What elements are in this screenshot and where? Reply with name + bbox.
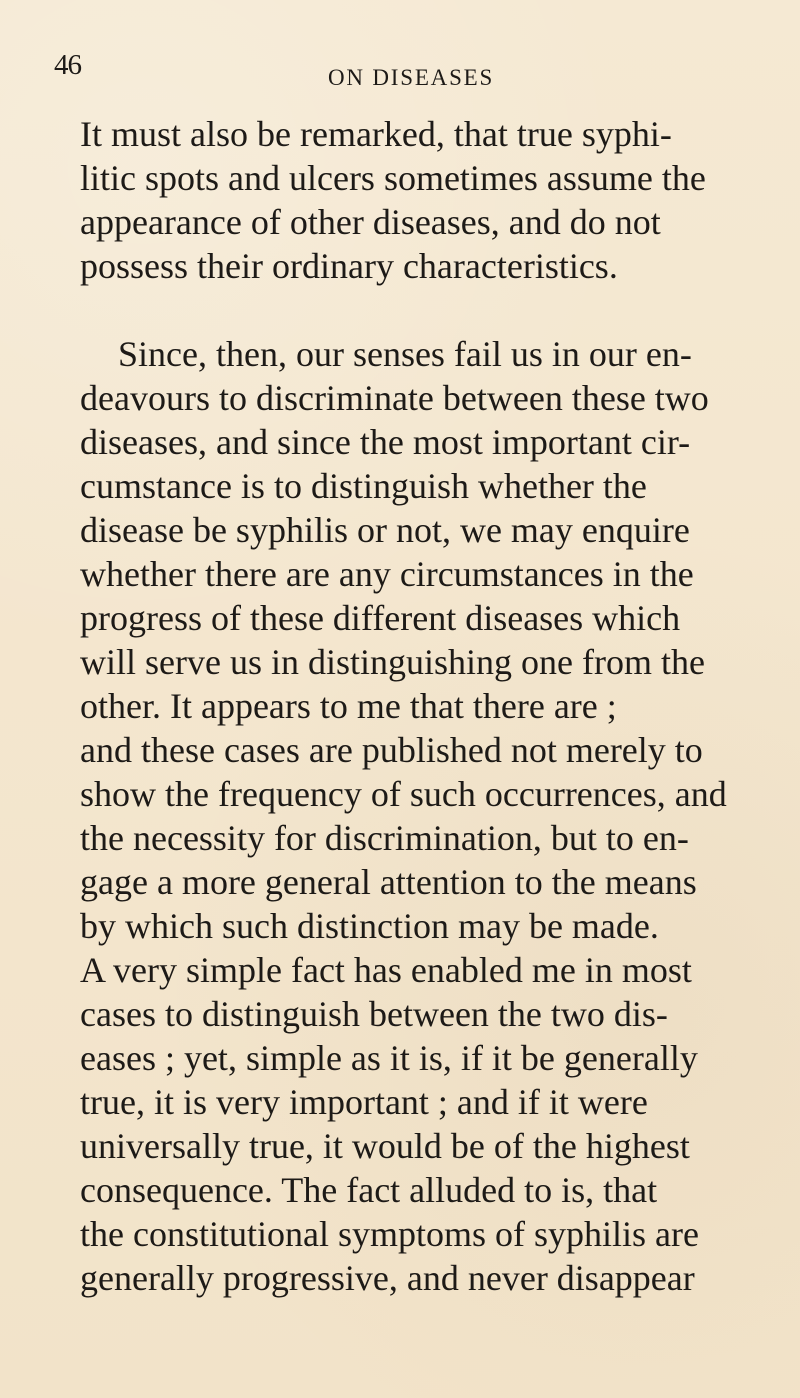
text-line: by which such distinction may be made. xyxy=(80,906,659,946)
text-line: and these cases are published not merely to xyxy=(80,730,703,770)
text-line: diseases, and since the most important cir- xyxy=(80,422,691,462)
text-line: other. It appears to me that there are ; xyxy=(80,686,617,726)
text-line: cases to distinguish between the two dis- xyxy=(80,994,668,1034)
text-line: litic spots and ulcers sometimes assume the xyxy=(80,158,706,198)
page-number: 46 xyxy=(54,49,81,81)
text-line: It must also be remarked, that true syphi- xyxy=(80,114,672,154)
text-line: true, it is very important ; and if it were xyxy=(80,1082,648,1122)
text-line: possess their ordinary characteristics. xyxy=(80,246,618,286)
text-line: the constitutional symptoms of syphilis are xyxy=(80,1214,699,1254)
text-line: Since, then, our senses fail us in our en- xyxy=(118,334,692,374)
text-line: universally true, it would be of the highest xyxy=(80,1126,690,1166)
text-line: disease be syphilis or not, we may enquire xyxy=(80,510,690,550)
text-line: cumstance is to distinguish whether the xyxy=(80,466,647,506)
text-line: gage a more general attention to the means xyxy=(80,862,697,902)
text-line: appearance of other diseases, and do not xyxy=(80,202,661,242)
text-line: whether there are any circumstances in the xyxy=(80,554,694,594)
text-line: eases ; yet, simple as it is, if it be generally xyxy=(80,1038,698,1078)
text-line: A very simple fact has enabled me in most xyxy=(80,950,692,990)
text-line: show the frequency of such occurrences, and xyxy=(80,774,727,814)
text-line: deavours to discriminate between these two xyxy=(80,378,709,418)
text-line: generally progressive, and never disappear xyxy=(80,1258,695,1298)
text-line: consequence. The fact alluded to is, that xyxy=(80,1170,658,1210)
text-line: the necessity for discrimination, but to en- xyxy=(80,818,689,858)
running-head: ON DISEASES xyxy=(328,65,495,90)
text-line: will serve us in distinguishing one from the xyxy=(80,642,705,682)
text-line: progress of these different diseases which xyxy=(80,598,681,638)
